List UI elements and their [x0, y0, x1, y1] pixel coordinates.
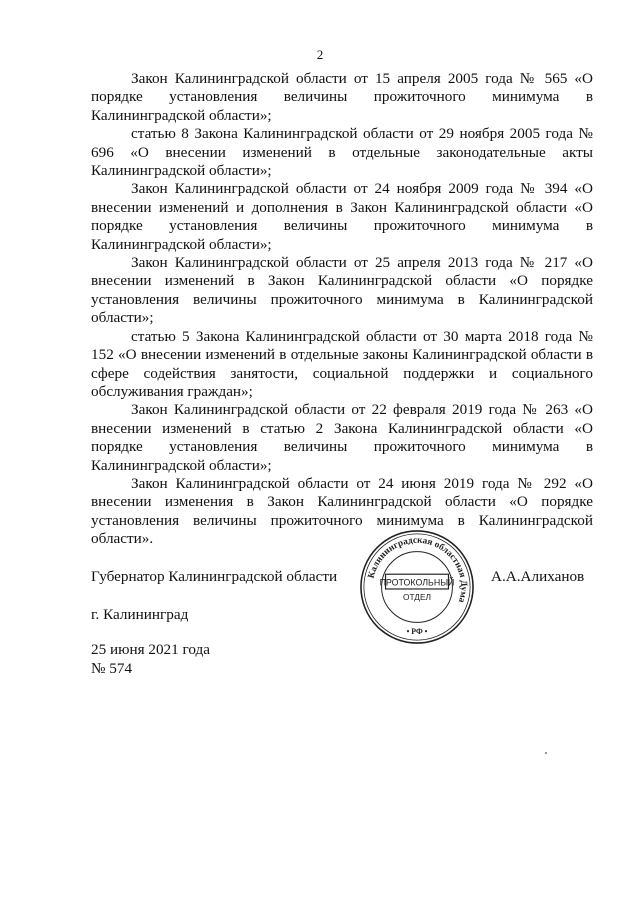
document-date: 25 июня 2021 года [91, 641, 211, 658]
page-number: 2 [316, 47, 324, 62]
paragraph: Закон Калининградской области от 15 апреля 2005 года № 565 «О порядке установления величины прожиточного минимума в Калининградской области»; [91, 70, 593, 124]
scan-speck [545, 752, 547, 754]
paragraph: Закон Калининградской области от 24 июня 2019 года № 292 «О внесении изменения в Закон Калининградской области «О порядке установления величины прожиточного минимума в Калининградской области». [91, 474, 593, 548]
official-stamp [358, 528, 476, 646]
signatory-name: А.А.Алиханов [491, 568, 585, 585]
paragraph: Закон Калининградской области от 25 апреля 2013 года № 217 «О внесении изменений в Закон Калининградской области «О порядке установления величины прожиточного минимума в Калининградской области»; [91, 254, 593, 327]
paragraph: статью 5 Закона Калининградской области от 30 марта 2018 года № 152 «О внесении изменений в отдельные законы Калининградской области в сфере содействия занятости, социальной поддержки и социального обслуживания граждан»; [91, 327, 593, 400]
paragraph: Закон Калининградской области от 22 февраля 2019 года № 263 «О внесении изменений в статью 2 Закона Калининградской области «О порядке установления величины прожиточного минимума в Калининградской области»; [91, 401, 593, 474]
document-number: № 574 [91, 660, 133, 677]
paragraph: Закон Калининградской области от 24 ноября 2009 года № 394 «О внесении изменений и дополнения в Закон Калининградской области «О порядке установления величины прожиточного минимума в Калининградской области»; [91, 180, 593, 253]
stamp-ring-text: Калининградская областная Дума [366, 535, 469, 604]
signatory-title: Губернатор Калининградской области [91, 568, 338, 585]
stamp-bottom-text: • РФ • [406, 627, 428, 637]
place: г. Калининград [91, 606, 189, 623]
document-body [91, 70, 593, 549]
stamp-center-line-1: ПРОТОКОЛЬНЫЙ [379, 577, 455, 588]
stamp-center-line-2: ОТДЕЛ [402, 591, 432, 602]
paragraph: статью 8 Закона Калининградской области от 29 ноября 2005 года № 696 «О внесении изменений в отдельные законодательные акты Калининградской области»; [91, 125, 593, 180]
